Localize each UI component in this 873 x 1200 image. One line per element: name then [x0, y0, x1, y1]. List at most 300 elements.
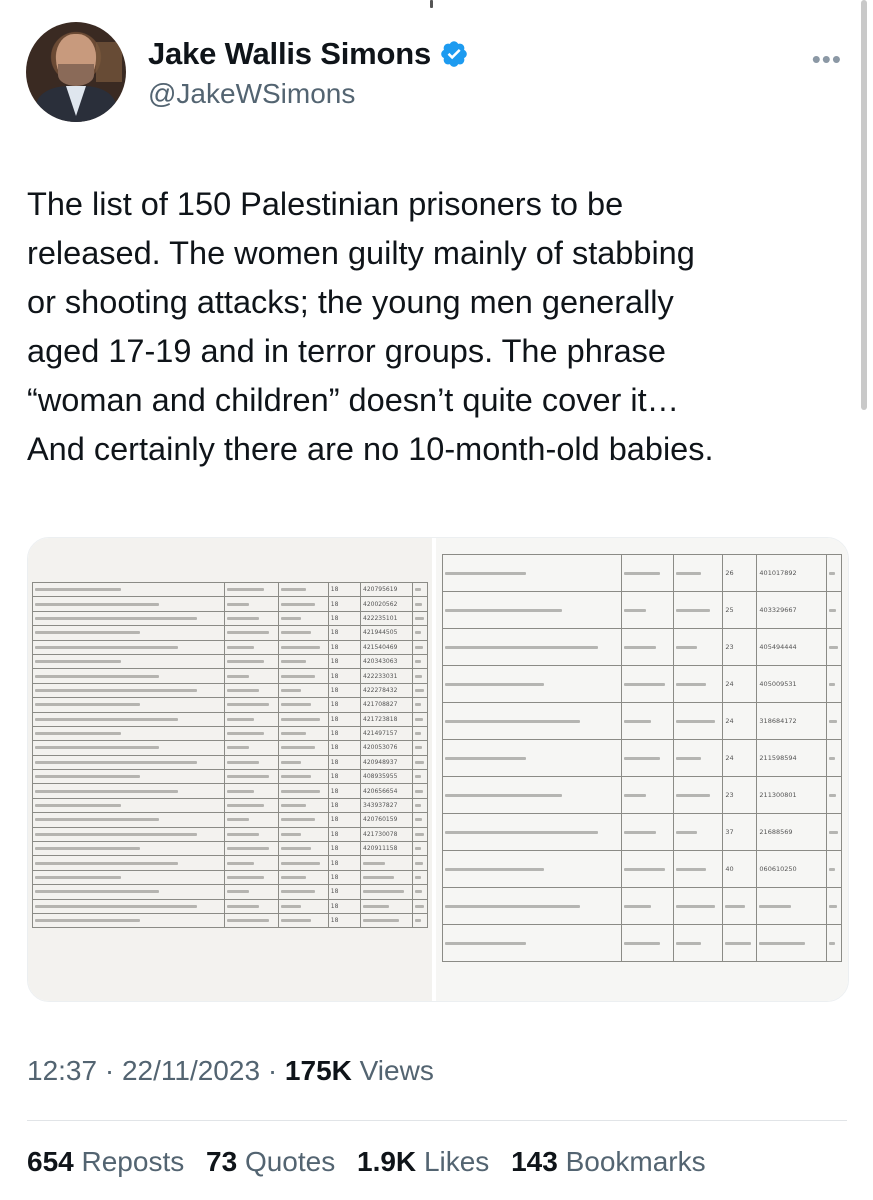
- bookmarks-stat[interactable]: [511, 1146, 706, 1177]
- id-cell: 421723818: [361, 712, 413, 726]
- table-cell: [757, 888, 827, 925]
- id-cell: 420795619: [361, 583, 413, 597]
- illegible-text: [445, 905, 580, 908]
- table-cell: [827, 703, 842, 740]
- illegible-text: [415, 646, 423, 649]
- id-cell: 420343063: [361, 654, 413, 668]
- illegible-text: [363, 876, 394, 879]
- author-handle[interactable]: @JakeWSimons: [148, 78, 356, 109]
- table-row: [33, 870, 428, 884]
- illegible-text: [35, 862, 178, 865]
- table-cell: [827, 666, 842, 703]
- table-row: [33, 597, 428, 611]
- table-row: [443, 925, 842, 962]
- illegible-text: [35, 775, 140, 778]
- illegible-text: [35, 617, 197, 620]
- illegible-text: [227, 833, 260, 836]
- avatar-beard: [58, 64, 94, 86]
- table-cell: [413, 654, 428, 668]
- table-cell: [622, 555, 673, 592]
- age-cell: 24: [723, 703, 757, 740]
- table-cell: [673, 851, 723, 888]
- table-cell: [827, 592, 842, 629]
- illegible-text: [676, 831, 697, 834]
- illegible-text: [415, 919, 421, 922]
- illegible-text: [445, 831, 598, 834]
- age-cell: 18: [328, 683, 360, 697]
- illegible-text: [829, 905, 837, 908]
- illegible-text: [227, 646, 255, 649]
- illegible-text: [281, 631, 311, 634]
- illegible-text: [829, 794, 836, 797]
- table-cell: [413, 741, 428, 755]
- table-row: [33, 626, 428, 640]
- document-photo-left[interactable]: [28, 538, 432, 1001]
- table-cell: [443, 888, 622, 925]
- illegible-text: [227, 790, 255, 793]
- table-cell: [827, 629, 842, 666]
- age-cell: 18: [328, 726, 360, 740]
- table-cell: [622, 814, 673, 851]
- table-cell: [278, 899, 328, 913]
- table-cell: [413, 583, 428, 597]
- illegible-text: [676, 868, 706, 871]
- illegible-text: [281, 732, 306, 735]
- illegible-text: [445, 757, 526, 760]
- illegible-text: [281, 660, 306, 663]
- age-cell: 18: [328, 842, 360, 856]
- table-cell: [33, 827, 225, 841]
- table-cell: [224, 669, 278, 683]
- age-cell: 18: [328, 770, 360, 784]
- table-cell: [278, 755, 328, 769]
- illegible-text: [281, 847, 311, 850]
- illegible-text: [415, 588, 421, 591]
- age-cell: 37: [723, 814, 757, 851]
- tweet-header: [26, 22, 846, 132]
- illegible-text: [676, 609, 711, 612]
- age-cell: 18: [328, 784, 360, 798]
- table-cell: [443, 666, 622, 703]
- table-cell: [224, 913, 278, 927]
- illegible-text: [227, 617, 260, 620]
- illegible-text: [227, 890, 250, 893]
- table-cell: [33, 784, 225, 798]
- table-cell: [224, 842, 278, 856]
- illegible-text: [35, 603, 159, 606]
- table-row: [443, 629, 842, 666]
- illegible-text: [415, 775, 421, 778]
- table-cell: [673, 629, 723, 666]
- table-row: [33, 798, 428, 812]
- illegible-text: [363, 905, 389, 908]
- table-cell: [413, 784, 428, 798]
- table-cell: [443, 814, 622, 851]
- tweet-line: And certainly there are no 10-month-old babies.: [27, 431, 714, 467]
- age-cell: 25: [723, 592, 757, 629]
- table-cell: [622, 629, 673, 666]
- table-cell: [723, 925, 757, 962]
- illegible-text: [829, 831, 838, 834]
- views-label: Views: [359, 1055, 434, 1086]
- table-cell: [673, 592, 723, 629]
- table-cell: [33, 726, 225, 740]
- quotes-stat[interactable]: [206, 1146, 335, 1177]
- id-cell: 060610250: [757, 851, 827, 888]
- table-cell: [224, 885, 278, 899]
- table-cell: [278, 726, 328, 740]
- illegible-text: [227, 804, 265, 807]
- table-cell: [443, 777, 622, 814]
- table-cell: [33, 842, 225, 856]
- more-options-icon[interactable]: •••: [811, 44, 842, 74]
- illegible-text: [415, 703, 421, 706]
- table-cell: [413, 798, 428, 812]
- age-cell: 18: [328, 870, 360, 884]
- illegible-text: [415, 818, 422, 821]
- illegible-text: [415, 617, 424, 620]
- id-cell: 422278432: [361, 683, 413, 697]
- table-row: [443, 592, 842, 629]
- id-cell: 420656654: [361, 784, 413, 798]
- illegible-text: [35, 890, 159, 893]
- illegible-text: [624, 868, 665, 871]
- table-cell: [33, 611, 225, 625]
- illegible-text: [35, 646, 178, 649]
- illegible-text: [227, 703, 270, 706]
- illegible-text: [829, 942, 835, 945]
- verified-badge-icon: [439, 39, 469, 69]
- table-cell: [33, 913, 225, 927]
- table-cell: [827, 740, 842, 777]
- illegible-text: [624, 942, 660, 945]
- reposts-stat[interactable]: [27, 1146, 184, 1177]
- illegible-text: [445, 942, 526, 945]
- illegible-text: [415, 631, 421, 634]
- illegible-text: [227, 732, 265, 735]
- illegible-text: [281, 718, 320, 721]
- illegible-text: [445, 794, 562, 797]
- table-cell: [361, 899, 413, 913]
- id-cell: 420911158: [361, 842, 413, 856]
- illegible-text: [281, 862, 320, 865]
- illegible-text: [281, 675, 316, 678]
- age-cell: 26: [723, 555, 757, 592]
- table-cell: [278, 784, 328, 798]
- illegible-text: [624, 757, 660, 760]
- table-cell: [673, 777, 723, 814]
- table-row: [443, 740, 842, 777]
- illegible-text: [415, 790, 423, 793]
- illegible-text: [35, 746, 159, 749]
- id-cell: 421540469: [361, 640, 413, 654]
- illegible-text: [759, 942, 805, 945]
- illegible-text: [281, 790, 320, 793]
- id-cell: 420053076: [361, 741, 413, 755]
- table-row: [33, 683, 428, 697]
- table-cell: [278, 698, 328, 712]
- table-cell: [413, 842, 428, 856]
- table-cell: [224, 683, 278, 697]
- age-cell: 18: [328, 899, 360, 913]
- reposts-label: Reposts: [81, 1146, 185, 1177]
- table-row: [33, 770, 428, 784]
- illegible-text: [281, 761, 302, 764]
- illegible-text: [725, 905, 745, 908]
- tweet-media[interactable]: [27, 537, 849, 1002]
- avatar-background: [96, 42, 122, 82]
- illegible-text: [227, 775, 270, 778]
- engagement-stats: [27, 1146, 720, 1178]
- illegible-text: [445, 720, 580, 723]
- tweet-date[interactable]: 22/11/2023: [121, 1055, 261, 1086]
- table-row: [443, 703, 842, 740]
- age-cell: 40: [723, 851, 757, 888]
- illegible-text: [35, 847, 140, 850]
- table-cell: [443, 592, 622, 629]
- table-cell: [278, 683, 328, 697]
- id-cell: 405494444: [757, 629, 827, 666]
- illegible-text: [725, 942, 751, 945]
- id-cell: 318684172: [757, 703, 827, 740]
- illegible-text: [363, 919, 399, 922]
- illegible-text: [445, 609, 562, 612]
- table-cell: [622, 740, 673, 777]
- illegible-text: [829, 646, 838, 649]
- table-cell: [33, 856, 225, 870]
- age-cell: 18: [328, 583, 360, 597]
- table-row: [33, 583, 428, 597]
- age-cell: 18: [328, 626, 360, 640]
- table-cell: [224, 712, 278, 726]
- illegible-text: [676, 794, 711, 797]
- table-cell: [33, 885, 225, 899]
- table-cell: [443, 925, 622, 962]
- scrollbar[interactable]: [861, 0, 867, 410]
- table-cell: [827, 851, 842, 888]
- illegible-text: [676, 757, 701, 760]
- age-cell: 18: [328, 755, 360, 769]
- table-cell: [413, 870, 428, 884]
- table-cell: [443, 851, 622, 888]
- illegible-text: [415, 660, 421, 663]
- illegible-text: [415, 675, 422, 678]
- illegible-text: [829, 868, 835, 871]
- illegible-text: [35, 818, 159, 821]
- quotes-label: Quotes: [244, 1146, 336, 1177]
- table-cell: [33, 755, 225, 769]
- table-cell: [673, 814, 723, 851]
- table-cell: [224, 741, 278, 755]
- illegible-text: [676, 942, 701, 945]
- id-cell: 422235101: [361, 611, 413, 625]
- table-row: [33, 741, 428, 755]
- table-row: [33, 712, 428, 726]
- illegible-text: [676, 905, 715, 908]
- table-cell: [224, 698, 278, 712]
- illegible-text: [624, 609, 646, 612]
- table-cell: [827, 888, 842, 925]
- table-cell: [413, 755, 428, 769]
- illegible-text: [227, 718, 255, 721]
- table-row: [443, 555, 842, 592]
- table-cell: [224, 870, 278, 884]
- likes-stat[interactable]: [357, 1146, 489, 1177]
- illegible-text: [281, 876, 306, 879]
- table-cell: [33, 813, 225, 827]
- illegible-text: [676, 683, 706, 686]
- illegible-text: [227, 746, 250, 749]
- avatar[interactable]: [26, 22, 126, 122]
- table-cell: [224, 784, 278, 798]
- table-cell: [827, 925, 842, 962]
- table-cell: [622, 777, 673, 814]
- author-name-row[interactable]: [148, 36, 469, 72]
- table-cell: [413, 712, 428, 726]
- id-cell: 405009531: [757, 666, 827, 703]
- table-cell: [278, 640, 328, 654]
- bookmarks-count: 143: [511, 1146, 558, 1177]
- age-cell: 23: [723, 777, 757, 814]
- separator: ·: [267, 1055, 278, 1086]
- table-cell: [413, 669, 428, 683]
- illegible-text: [624, 646, 655, 649]
- table-cell: [224, 856, 278, 870]
- table-cell: [413, 611, 428, 625]
- illegible-text: [281, 905, 302, 908]
- age-cell: 23: [723, 629, 757, 666]
- table-cell: [673, 740, 723, 777]
- table-cell: [278, 712, 328, 726]
- illegible-text: [227, 862, 255, 865]
- illegible-text: [35, 689, 197, 692]
- age-cell: 18: [328, 741, 360, 755]
- id-cell: 420948937: [361, 755, 413, 769]
- illegible-text: [829, 609, 836, 612]
- table-cell: [278, 770, 328, 784]
- illegible-text: [676, 720, 715, 723]
- tweet-text: [27, 180, 847, 474]
- table-cell: [413, 770, 428, 784]
- table-row: [443, 851, 842, 888]
- tweet-time[interactable]: 12:37: [27, 1055, 98, 1086]
- table-cell: [413, 626, 428, 640]
- likes-label: Likes: [423, 1146, 490, 1177]
- illegible-text: [829, 572, 835, 575]
- table-cell: [723, 888, 757, 925]
- reposts-count: 654: [27, 1146, 74, 1177]
- table-cell: [278, 813, 328, 827]
- illegible-text: [415, 804, 421, 807]
- prisoner-table-right: [442, 554, 842, 962]
- table-row: [33, 913, 428, 927]
- id-cell: 343937827: [361, 798, 413, 812]
- illegible-text: [676, 572, 701, 575]
- table-cell: [278, 741, 328, 755]
- prisoner-table-left: [32, 582, 428, 928]
- illegible-text: [35, 833, 197, 836]
- views-count: 175K: [284, 1055, 352, 1086]
- table-cell: [278, 669, 328, 683]
- illegible-text: [363, 862, 385, 865]
- table-cell: [224, 798, 278, 812]
- age-cell: 18: [328, 856, 360, 870]
- id-cell: 211598594: [757, 740, 827, 777]
- illegible-text: [829, 757, 835, 760]
- illegible-text: [35, 804, 121, 807]
- illegible-text: [281, 746, 316, 749]
- illegible-text: [445, 868, 544, 871]
- table-row: [33, 698, 428, 712]
- table-cell: [673, 925, 723, 962]
- illegible-text: [624, 831, 655, 834]
- illegible-text: [445, 646, 598, 649]
- illegible-text: [281, 588, 306, 591]
- table-cell: [361, 913, 413, 927]
- table-row: [33, 856, 428, 870]
- table-cell: [827, 814, 842, 851]
- author-display-name[interactable]: Jake Wallis Simons: [148, 36, 431, 71]
- table-cell: [224, 827, 278, 841]
- illegible-text: [281, 703, 311, 706]
- table-cell: [278, 842, 328, 856]
- document-photo-right[interactable]: [436, 538, 848, 1001]
- illegible-text: [227, 761, 260, 764]
- table-cell: [278, 798, 328, 812]
- table-cell: [224, 726, 278, 740]
- illegible-text: [35, 761, 197, 764]
- illegible-text: [415, 876, 421, 879]
- table-cell: [278, 597, 328, 611]
- table-cell: [413, 827, 428, 841]
- illegible-text: [415, 890, 422, 893]
- table-row: [443, 777, 842, 814]
- table-cell: [673, 703, 723, 740]
- illegible-text: [227, 876, 265, 879]
- tweet-metadata: [27, 1055, 434, 1087]
- illegible-text: [281, 603, 316, 606]
- table-cell: [673, 555, 723, 592]
- table-row: [33, 784, 428, 798]
- illegible-text: [415, 689, 424, 692]
- age-cell: 18: [328, 712, 360, 726]
- id-cell: 421730078: [361, 827, 413, 841]
- table-cell: [33, 669, 225, 683]
- table-cell: [622, 851, 673, 888]
- illegible-text: [624, 905, 650, 908]
- id-cell: 21688569: [757, 814, 827, 851]
- illegible-text: [415, 905, 424, 908]
- table-row: [33, 827, 428, 841]
- illegible-text: [227, 818, 250, 821]
- table-cell: [361, 885, 413, 899]
- illegible-text: [415, 847, 421, 850]
- table-cell: [224, 654, 278, 668]
- table-cell: [278, 870, 328, 884]
- table-cell: [33, 770, 225, 784]
- illegible-text: [35, 588, 121, 591]
- table-cell: [278, 611, 328, 625]
- age-cell: 24: [723, 666, 757, 703]
- table-cell: [278, 913, 328, 927]
- table-cell: [413, 683, 428, 697]
- table-cell: [33, 654, 225, 668]
- id-cell: 422233031: [361, 669, 413, 683]
- table-cell: [361, 870, 413, 884]
- illegible-text: [35, 675, 159, 678]
- illegible-text: [227, 847, 270, 850]
- illegible-text: [281, 919, 311, 922]
